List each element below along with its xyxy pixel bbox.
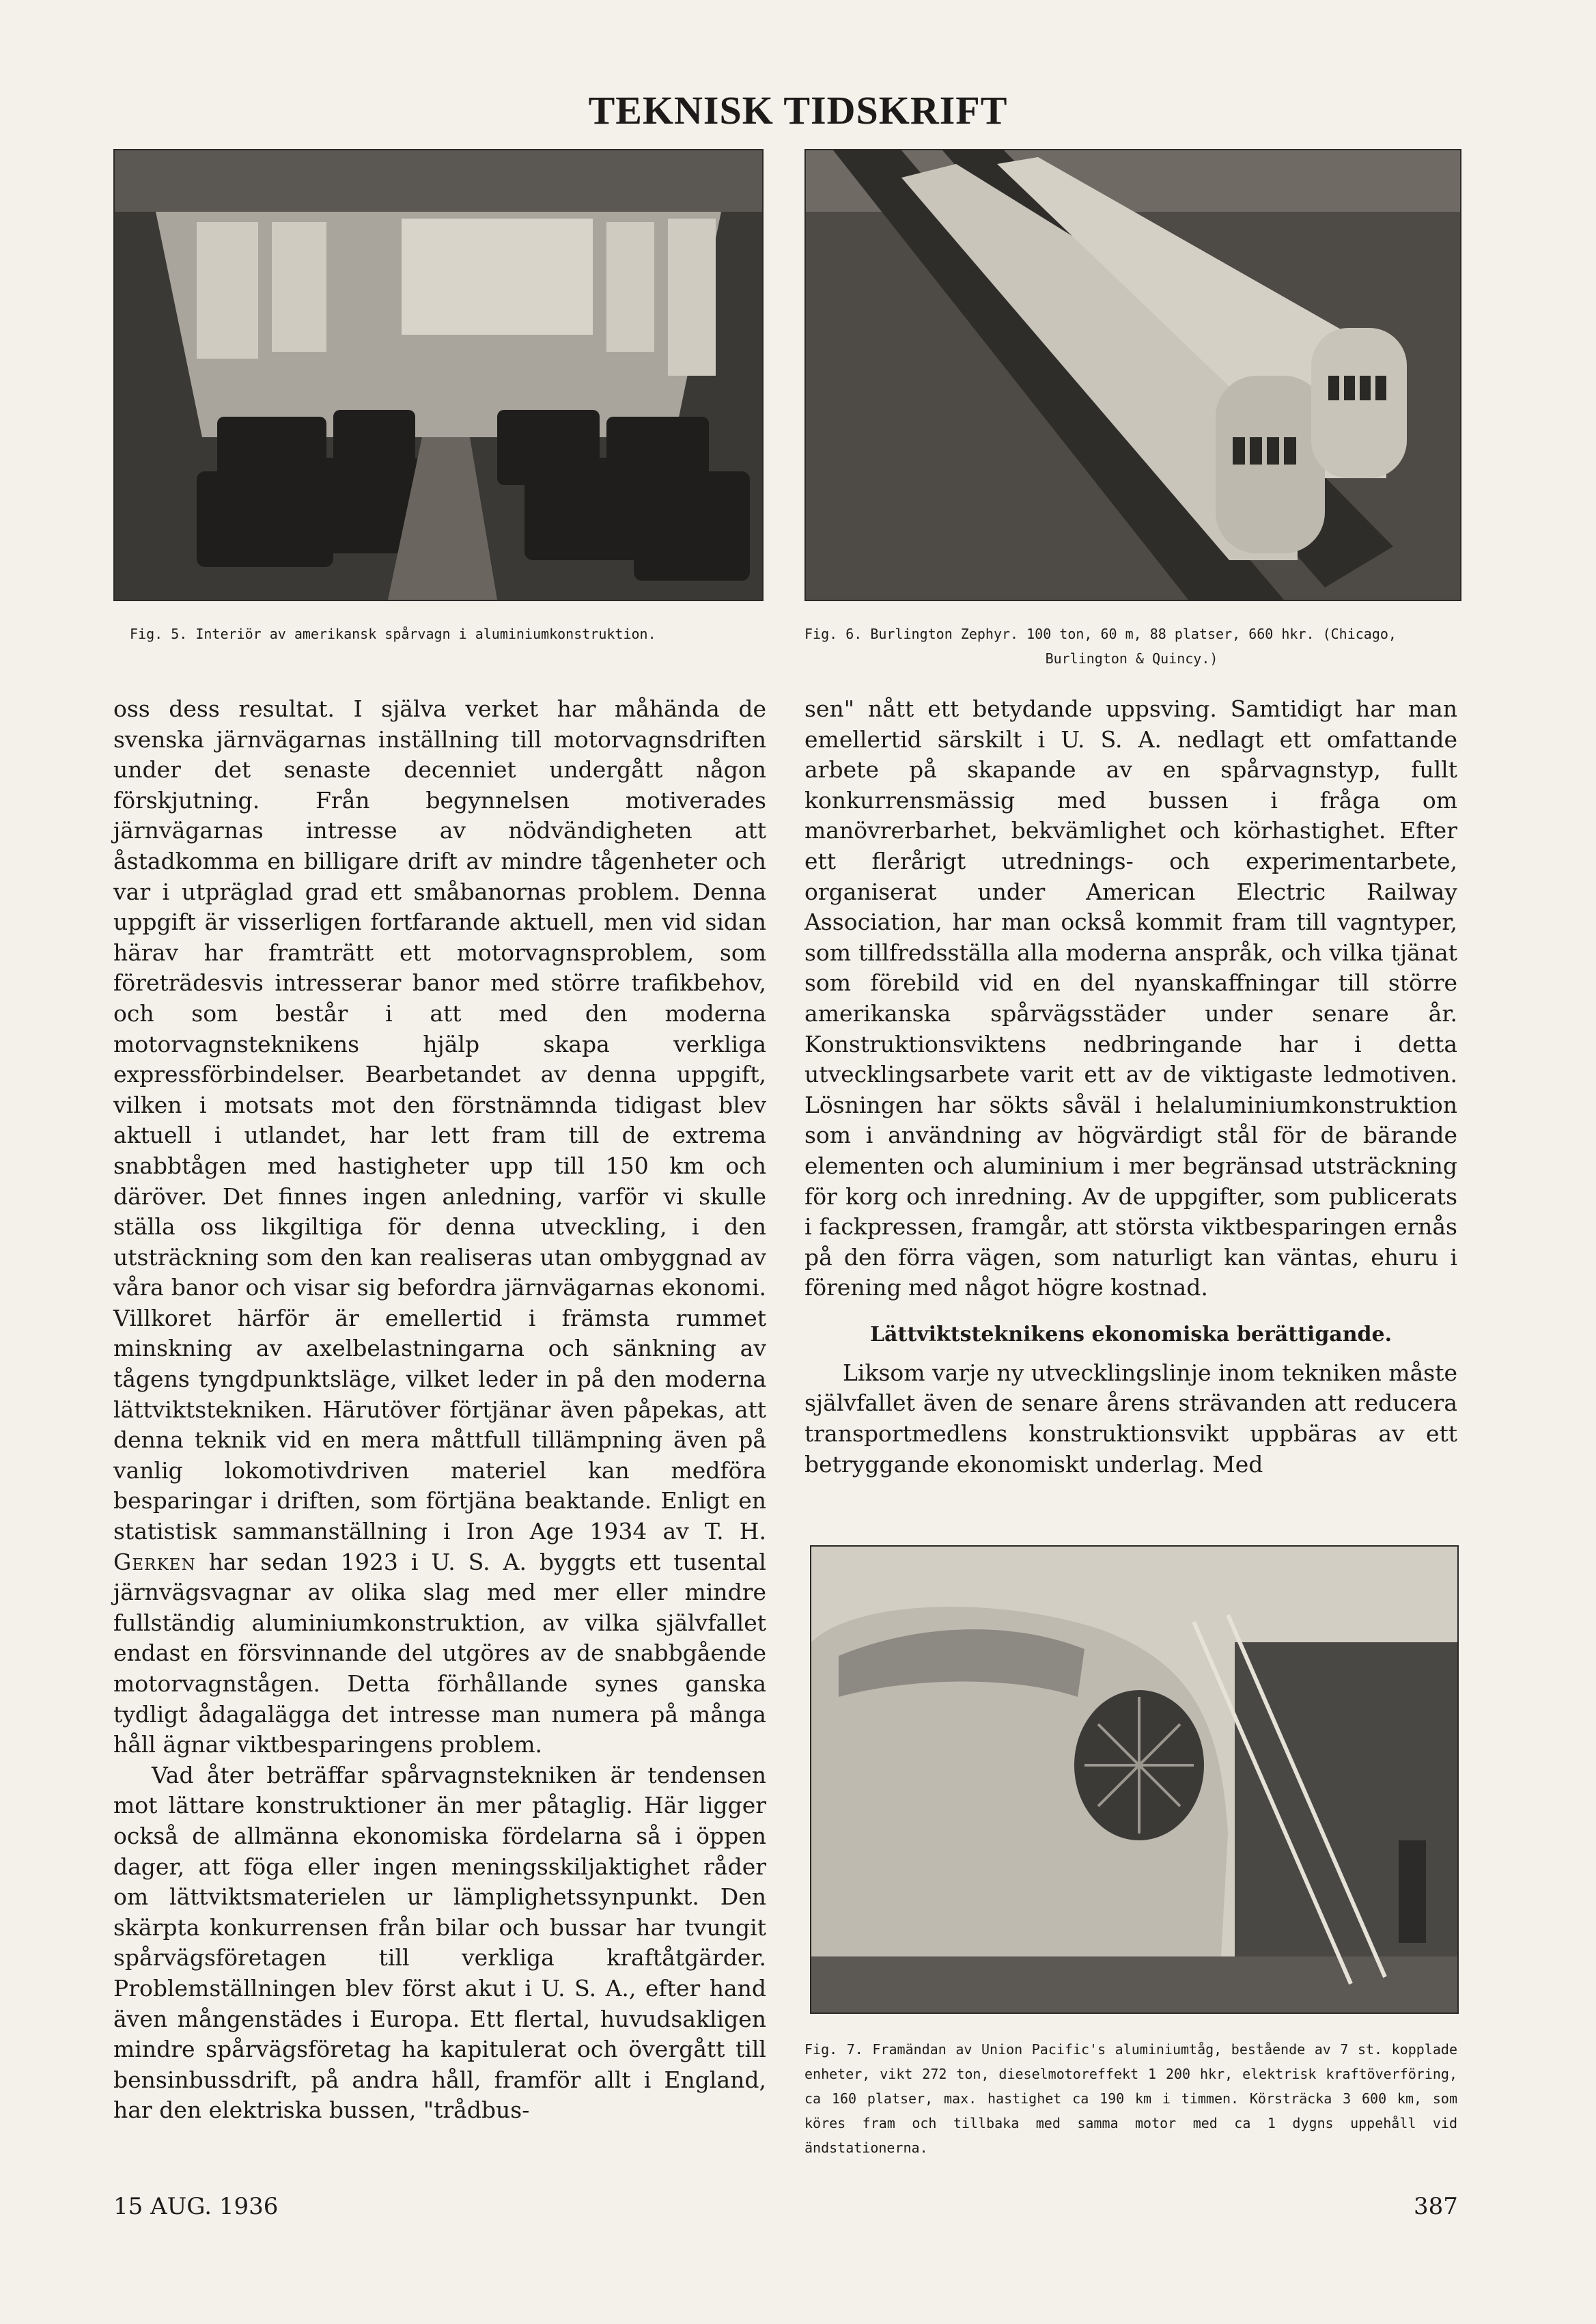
page-number: 387 xyxy=(1414,2193,1458,2220)
fig5-caption: Fig. 5. Interiör av amerikansk spårvagn i aluminiumkonstruktion. xyxy=(130,626,656,642)
fig5-photo xyxy=(113,149,764,601)
issue-date: 15 AUG. 1936 xyxy=(113,2193,279,2220)
left-para1-a: oss dess resultat. I själva verket har måhända de svenska järnvägarnas inställning till motorvagnsdriften under det senaste decenniet undergått någon förskjutning. Från begynnelsen motiverades järnvägarnas intresse av nödvändigheten att åstadkomma en billigare drift av mindre tågenheter och var i utpräglad grad ett småbanornas problem. Denna uppgift är visserligen fortfarande aktuell, men vid sidan härav har framträtt ett motorvagnsproblem, som företrädesvis intresserar banor med större trafikbehov, och som består i att med den moderna motorvagnsteknikens hjälp skapa verkliga expressförbindelser. Bearbetandet av denna uppgift, vilken i motsats mot den förstnämnda tidigast blev aktuell i utlandet, har lett fram till de extrema snabbtågen med hastigheter upp till 150 km och däröver. Det finnes ingen anledning, varför vi skulle ställa oss likgiltiga för denna utveckling, i den utsträckning som den kan realiseras utan ombyggnad av våra banor och visar sig befordra järnvägarnas ekonomi. Villkoret härför är emellertid i främsta rummet minskning av axelbelastningarna och sänkning av tågens tyngdpunktsläge, vilket leder in på den moderna lättviktstekniken. Härutöver förtjänar även påpekas, att denna teknik vid en mera måttfull tillämpning även på vanlig lokomotivdriven materiel kan medföra besparingar i driften, som förtjäna beaktande. Enligt en statistisk sammanställning i Iron Age 1934 av T. H. xyxy=(113,695,766,1545)
left-para1-b: har sedan 1923 i U. S. A. byggts ett tusental järnvägsvagnar av olika slag med mer eller mindre fullständig aluminiumkonstruktion, av vilka självfallet endast en försvinnande del utgöres av de snabbgående motorvagnstågen. Detta förhållande synes ganska tydligt ådagalägga det intresse man numera på många håll ägnar viktbesparingens problem. xyxy=(113,1548,766,1758)
fig7-photo xyxy=(810,1545,1459,2014)
right-para2: Liksom varje ny utvecklingslinje inom tekniken måste självfallet även de senare årens strävanden att reducera transportmedlens konstruktionsvikt uppbäras av ett betryggande ekonomiskt underlag. Med xyxy=(804,1359,1457,1478)
fig7-caption: Fig. 7. Framändan av Union Pacific's aluminiumtåg, bestående av 7 st. kopplade enheter, vikt 272 ton, dieselmotoreffekt 1 200 hkr, elektrisk kraftöverföring, ca 160 platser, max. hastighet ca 190 km i timmen. Körsträcka 3 600 km, som köres fram och tillbaka med samma motor med ca 1 dygns uppehåll vid ändstationerna. xyxy=(804,2041,1457,2156)
fig6-caption-line1: Fig. 6. Burlington Zephyr. 100 ton, 60 m, 88 platser, 660 hkr. (Chicago, xyxy=(804,626,1397,642)
right-column xyxy=(804,694,1457,1480)
right-para1: sen" nått ett betydande uppsving. Samtidigt har man emellertid särskilt i U. S. A. nedlagt ett omfattande arbete på skapande av en spårvagnstyp, fullt konkurrensmässig med bussen i fråga om manövrerbarhet, bekvämlighet och körhastighet. Efter ett flerårigt utrednings- och experimentarbete, organiserat under American Electric Railway Association, har man också kommit fram till vagntyper, som tillfredsställa alla moderna anspråk, och vilka tjänat som förebild vid en del nyanskaffningar till större amerikanska spårvägsstäder under senare år. Konstruktionsviktens nedbringande har i detta utvecklingsarbete varit ett av de viktigaste ledmotiven. Lösningen har sökts såväl i helaluminiumkonstruktion som i användning av högvärdigt stål för de bärande elementen och aluminium i mer begränsad utsträckning för korg och inredning. Av de uppgifter, som publicerats i fackpressen, framgår, att största viktbesparingen ernås på den förra vägen, som naturligt kan väntas, ehuru i förening med något högre kostnad. xyxy=(804,695,1457,1301)
section-heading: Lättviktsteknikens ekonomiska berättigande. xyxy=(869,1322,1392,1346)
left-para2: Vad åter beträffar spårvagnstekniken är tendensen mot lättare konstruktioner än mer påtaglig. Här ligger också de allmänna ekonomiska fördelarna så i öppen dager, att föga eller ingen meningsskiljaktighet råder om lättviktsmaterielen ur lämplighetssynpunkt. Den skärpta konkurrensen från bilar och bussar har tvungit spårvägsföretagen till verkliga kraftåtgärder. Problemställningen blev först akut i U. S. A., efter hand även mångenstädes i Europa. Ett flertal, huvudsakligen mindre spårvägsföretag ha kapitulerat och övergått till bensinbussdrift, på andra håll, framför allt i England, har den elektriska bussen, "trådbus- xyxy=(113,1761,766,2124)
fig6-caption-line2: Burlington & Quincy.) xyxy=(1045,650,1218,667)
left-column xyxy=(113,694,766,2126)
journal-title: TEKNISK TIDSKRIFT xyxy=(588,88,1008,133)
author-name: Gerken xyxy=(113,1548,196,1575)
fig6-photo xyxy=(804,149,1461,601)
